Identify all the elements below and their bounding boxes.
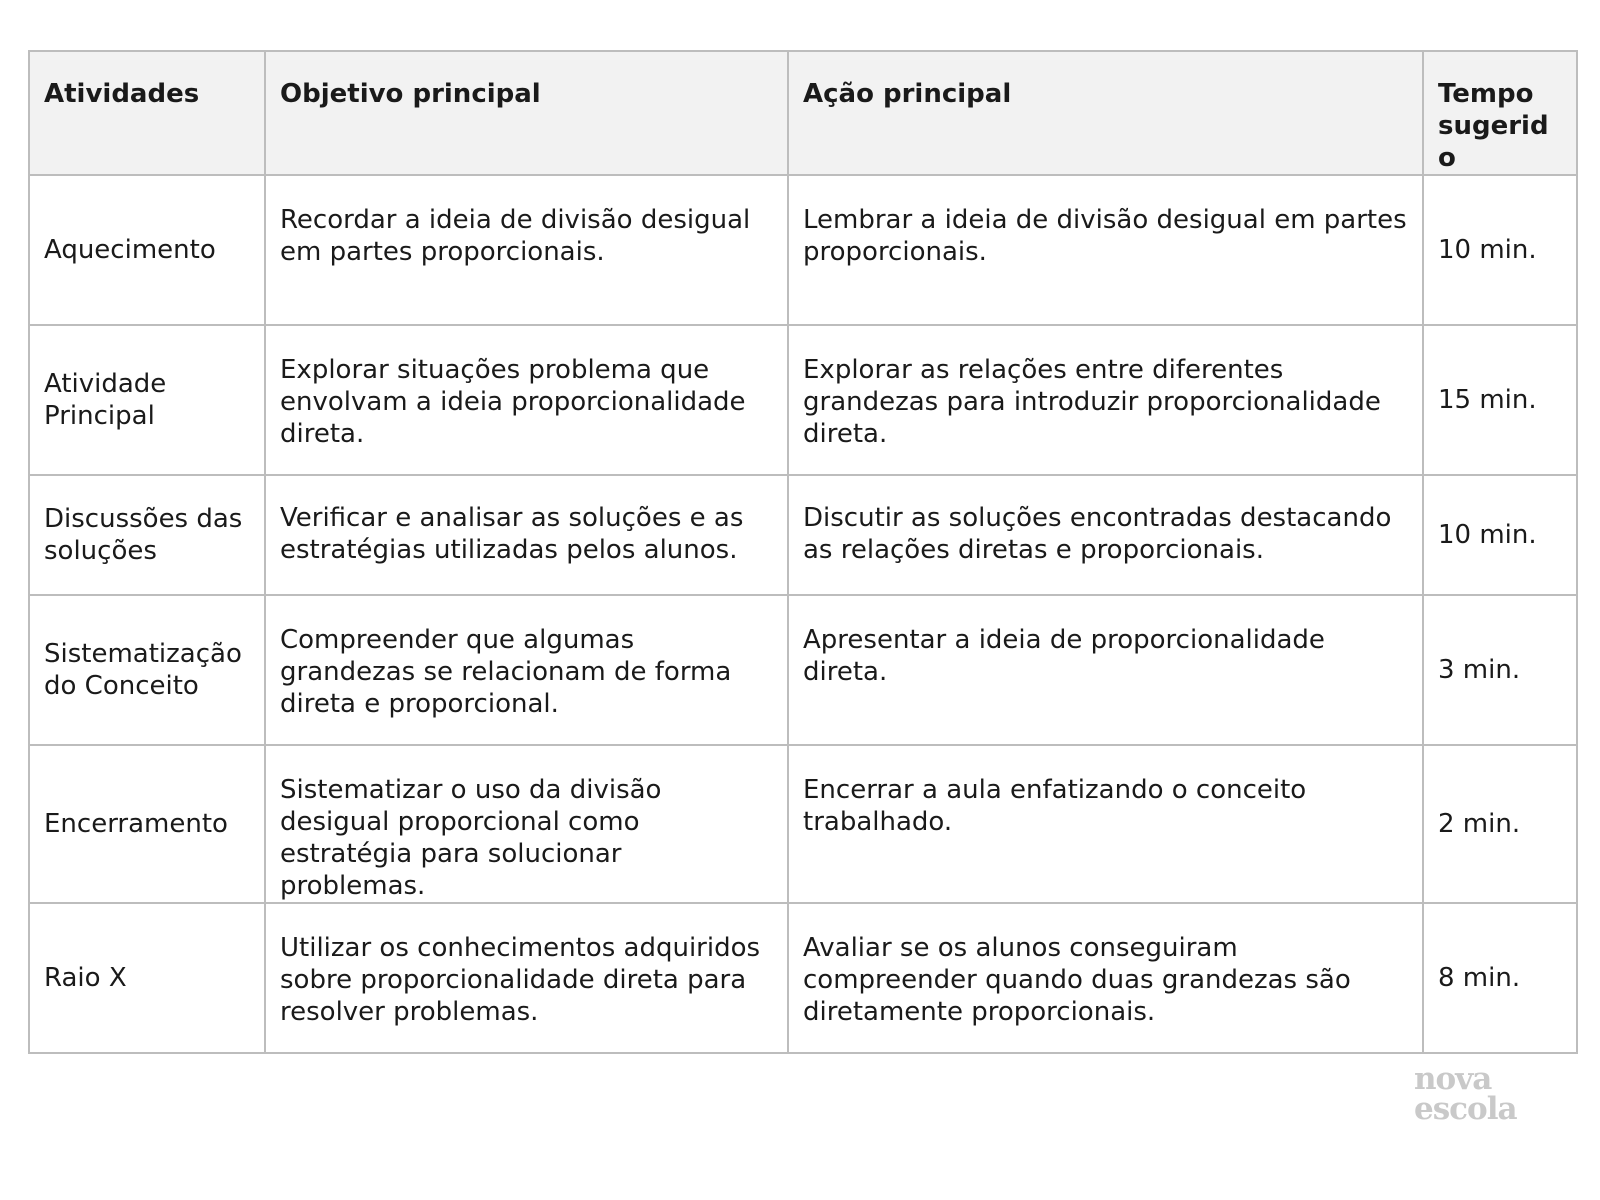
- cell-action: Apresentar a ideia de proporcionalidade direta.: [788, 595, 1423, 745]
- header-objective: Objetivo principal: [265, 51, 788, 175]
- table-row: [29, 595, 1577, 745]
- header-activity: Atividades: [29, 51, 265, 175]
- header-time: Tempo sugerido: [1423, 51, 1577, 175]
- cell-activity: Sistematização do Conceito: [29, 595, 265, 745]
- cell-time: 8 min.: [1423, 903, 1577, 1053]
- table-row: [29, 903, 1577, 1053]
- cell-time: 3 min.: [1423, 595, 1577, 745]
- cell-objective: Verificar e analisar as soluções e as estratégias utilizadas pelos alunos.: [265, 475, 788, 595]
- cell-activity: Raio X: [29, 903, 265, 1053]
- cell-objective: Recordar a ideia de divisão desigual em partes proporcionais.: [265, 175, 788, 325]
- table-row: [29, 745, 1577, 903]
- cell-objective: Explorar situações problema que envolvam a ideia proporcionalidade direta.: [265, 325, 788, 475]
- table-row: [29, 325, 1577, 475]
- cell-action: Explorar as relações entre diferentes grandezas para introduzir proporcionalidade direta.: [788, 325, 1423, 475]
- cell-time: 15 min.: [1423, 325, 1577, 475]
- cell-action: Lembrar a ideia de divisão desigual em partes proporcionais.: [788, 175, 1423, 325]
- cell-action: Encerrar a aula enfatizando o conceito trabalhado.: [788, 745, 1423, 903]
- table-row: [29, 175, 1577, 325]
- cell-time: 10 min.: [1423, 475, 1577, 595]
- lesson-plan-table-container: [28, 50, 1576, 1054]
- cell-activity: Discussões das soluções: [29, 475, 265, 595]
- table-row: [29, 475, 1577, 595]
- cell-objective: Sistematizar o uso da divisão desigual proporcional como estratégia para solucionar problemas.: [265, 745, 788, 903]
- cell-objective: Compreender que algumas grandezas se relacionam de forma direta e proporcional.: [265, 595, 788, 745]
- cell-activity: Aquecimento: [29, 175, 265, 325]
- cell-activity: Atividade Principal: [29, 325, 265, 475]
- cell-time: 2 min.: [1423, 745, 1577, 903]
- table-header: [29, 51, 1577, 175]
- cell-activity: Encerramento: [29, 745, 265, 903]
- cell-action: Discutir as soluções encontradas destacando as relações diretas e proporcionais.: [788, 475, 1423, 595]
- logo-line-nova: nova: [1414, 1061, 1492, 1097]
- header-action: Ação principal: [788, 51, 1423, 175]
- nova-escola-logo: [1414, 1061, 1534, 1127]
- cell-time: 10 min.: [1423, 175, 1577, 325]
- logo-line-escola: escola: [1414, 1091, 1517, 1127]
- cell-action: Avaliar se os alunos conseguiram compreender quando duas grandezas são diretamente proporcionais.: [788, 903, 1423, 1053]
- lesson-plan-table: [28, 50, 1578, 1054]
- cell-objective: Utilizar os conhecimentos adquiridos sobre proporcionalidade direta para resolver problemas.: [265, 903, 788, 1053]
- header-row: [29, 51, 1577, 175]
- table-body: [29, 175, 1577, 1053]
